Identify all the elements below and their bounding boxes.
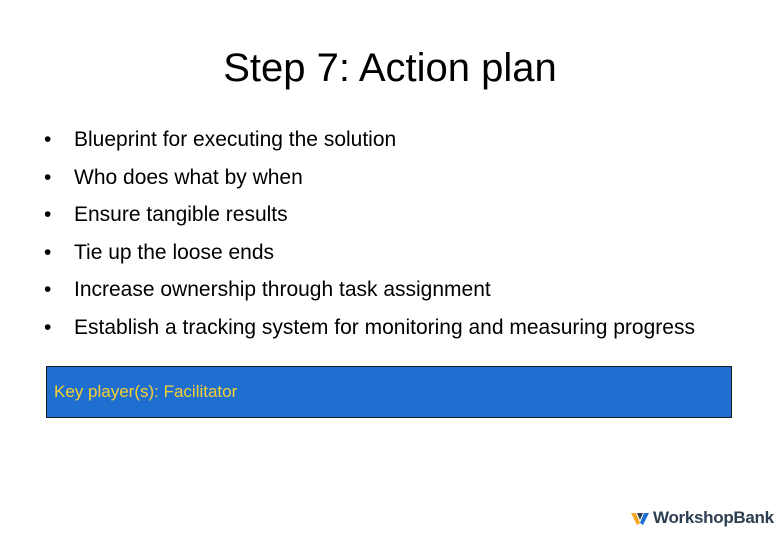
bullet-dot: • (44, 315, 52, 339)
bullet-item (44, 165, 724, 191)
logo-text: WorkshopBank (653, 508, 774, 527)
bullet-item (44, 202, 724, 228)
bullet-text: Tie up the loose ends (74, 240, 275, 264)
bullet-item (44, 127, 724, 153)
bullet-dot: • (44, 203, 52, 226)
key-player-text: Key player(s): Facilitator (54, 382, 238, 401)
bullet-text: Blueprint for executing the solution (74, 128, 397, 151)
workshopbank-logo (630, 506, 774, 530)
bullet-item (44, 240, 724, 266)
bullet-dot: • (44, 128, 52, 151)
bullet-item (44, 315, 724, 341)
bullet-text: Establish a tracking system for monitoring and measuring progress (74, 315, 695, 339)
bullet-dot: • (44, 240, 52, 264)
slide-title: Step 7: Action plan (223, 46, 557, 90)
bullet-text: Ensure tangible results (74, 203, 288, 226)
key-player-box (46, 366, 732, 418)
bullet-dot: • (44, 165, 52, 189)
bullet-text: Increase ownership through task assignment (74, 278, 491, 301)
bullet-dot: • (44, 278, 52, 301)
bullet-text: Who does what by when (74, 165, 303, 189)
bullet-item (44, 277, 724, 303)
bullet-list (44, 127, 724, 352)
workshopbank-logo-icon (630, 508, 650, 528)
